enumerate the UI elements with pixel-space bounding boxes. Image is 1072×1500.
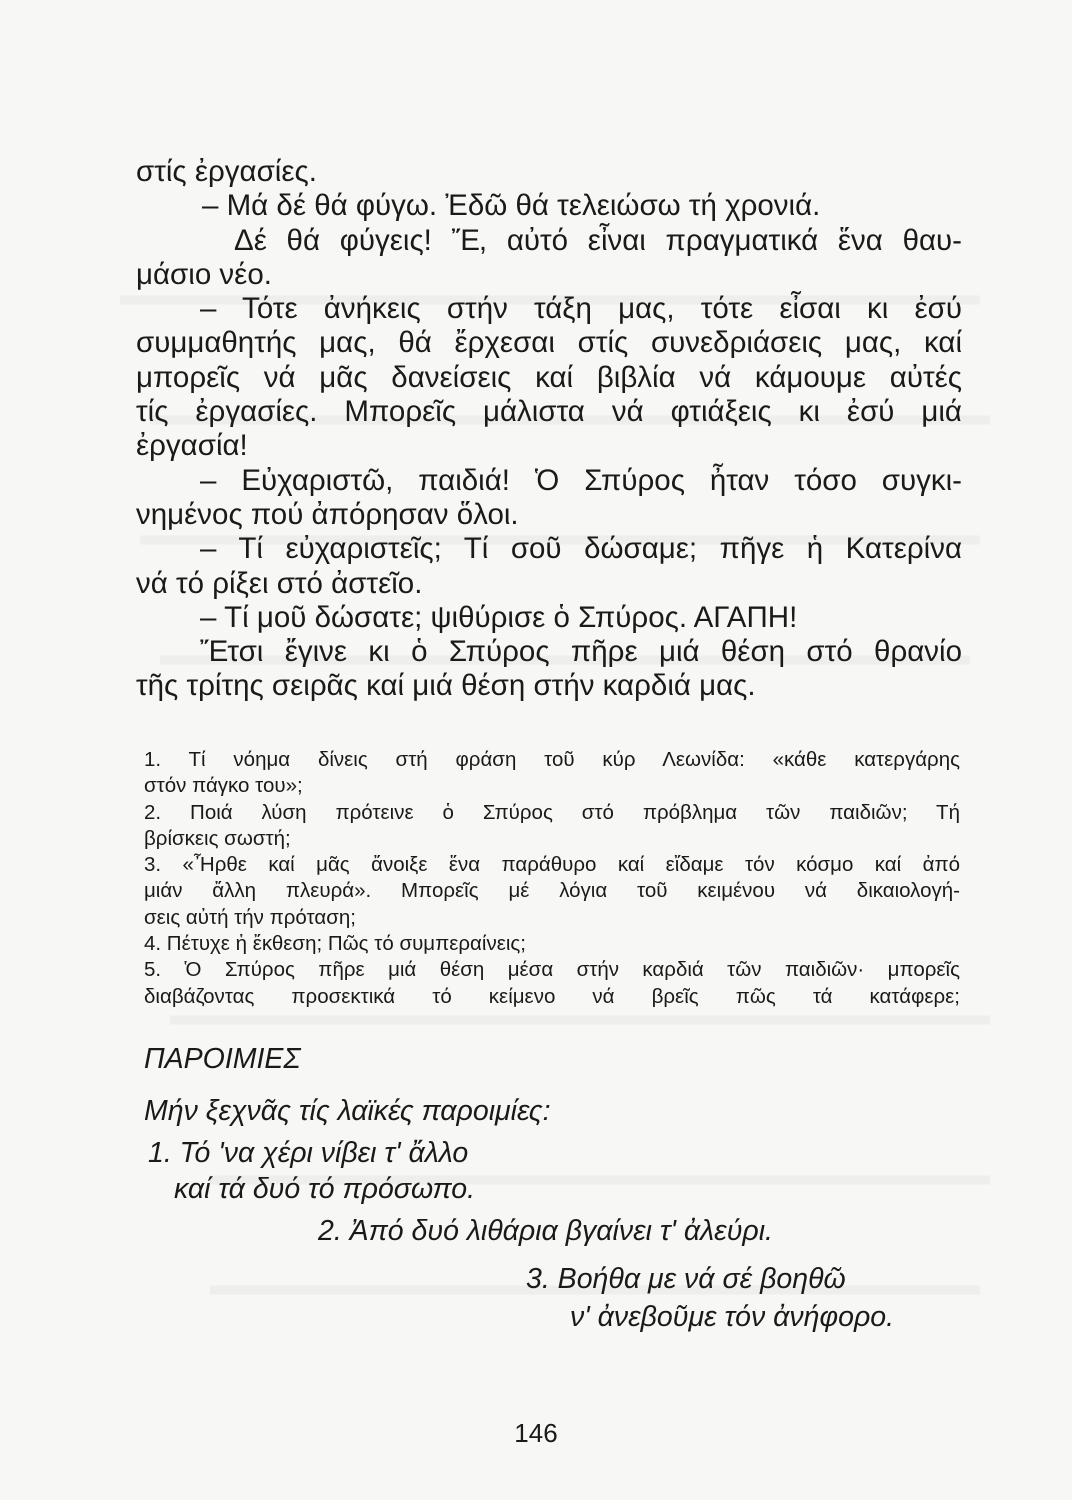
- comprehension-questions: [144, 747, 960, 1010]
- text-line: μάσιο νέο.: [136, 257, 272, 291]
- question-line: στόν πάγκο του»;: [144, 774, 303, 798]
- question-line: σεις αὐτή τήν πρόταση;: [144, 905, 356, 929]
- page-number: 146: [514, 1418, 558, 1448]
- question-line: βρίσκεις σωστή;: [144, 826, 291, 850]
- question-line: 1. Τί νόημα δίνεις στή φράση τοῦ κύρ Λεωνίδα: «κάθε κατεργάρης: [144, 748, 960, 771]
- text-line: – Τότε ἀνήκεις στήν τάξη μας, τότε εἶσαι κι ἐσύ: [200, 292, 962, 326]
- proverbs-intro: Μήν ξεχνᾶς τίς λαϊκές παροιμίες:: [144, 1095, 551, 1127]
- proverb-line: ν' ἀνεβοῦμε τόν ἀνήφορο.: [570, 1301, 895, 1333]
- question-line: 5. Ὁ Σπύρος πῆρε μιά θέση μέσα στήν καρδιά τῶν παιδιῶν· μπορεῖς: [144, 958, 960, 982]
- text-line: τῆς τρίτης σειρᾶς καί μιά θέση στήν καρδιά μας.: [136, 669, 756, 703]
- proverbs-heading: ΠΑΡΟΙΜΙΕΣ: [144, 1043, 301, 1075]
- proverb-line: 1. Τό 'να χέρι νίβει τ' ἄλλο: [148, 1137, 469, 1169]
- proverb-line: 3. Βοήθα με νά σέ βοηθῶ: [526, 1263, 846, 1295]
- text-line: – Τί εὐχαριστεῖς; Τί σοῦ δώσαμε; πῆγε ἡ Κατερίνα: [200, 532, 962, 566]
- text-line: – Εὐχαριστῶ, παιδιά! Ὁ Σπύρος ἦταν τόσο συγκι-: [200, 463, 962, 497]
- main-text: [136, 155, 962, 704]
- text-line: νά τό ρίξει στό ἀστεῖο.: [136, 566, 423, 600]
- text-line: στίς ἐργασίες.: [136, 155, 317, 188]
- question-line: διαβάζοντας προσεκτικά τό κείμενο νά βρεῖς πῶς τά κατάφερε;: [144, 984, 960, 1008]
- text-line: νημένος πού ἀπόρησαν ὅλοι.: [136, 497, 519, 531]
- question-line: 2. Ποιά λύση πρότεινε ὁ Σπύρος στό πρόβλημα τῶν παιδιῶν; Τή: [144, 800, 960, 824]
- question-line: 4. Πέτυχε ἡ ἔκθεση; Πῶς τό συμπεραίνεις;: [144, 932, 526, 956]
- text-line: – Μά δέ θά φύγω. Ἐδῶ θά τελειώσω τή χρονιά.: [202, 189, 821, 223]
- question-line: 3. «Ἦρθε καί μᾶς ἄνοιξε ἕνα παράθυρο καί εἴδαμε τόν κόσμο καί ἀπό: [144, 853, 960, 877]
- proverb-line: καί τά δυό τό πρόσωπο.: [174, 1173, 476, 1205]
- text-line: Δέ θά φύγεις! Ἔ, αὐτό εἶναι πραγματικά ἕνα θαυ-: [234, 223, 962, 257]
- text-line: – Τί μοῦ δώσατε; ψιθύρισε ὁ Σπύρος. ΑΓΑΠΗ!: [200, 600, 798, 634]
- proverb-line: 2. Ἀπό δυό λιθάρια βγαίνει τ' ἀλεύρι.: [318, 1215, 773, 1247]
- text-line: μπορεῖς νά μᾶς δανείσεις καί βιβλία νά κάμουμε αὐτές: [136, 360, 962, 394]
- text-line: Ἔτσι ἔγινε κι ὁ Σπύρος πῆρε μιά θέση στό θρανίο: [200, 635, 962, 669]
- text-line: συμμαθητής μας, θά ἔρχεσαι στίς συνεδριάσεις μας, καί: [136, 326, 962, 360]
- question-line: μιάν ἄλλη πλευρά». Μπορεῖς μέ λόγια τοῦ κειμένου νά δικαιολογή-: [144, 879, 960, 903]
- text-line: ἐργασία!: [136, 429, 248, 463]
- text-line: τίς ἐργασίες. Μπορεῖς μάλιστα νά φτιάξεις κι ἐσύ μιά: [136, 395, 962, 429]
